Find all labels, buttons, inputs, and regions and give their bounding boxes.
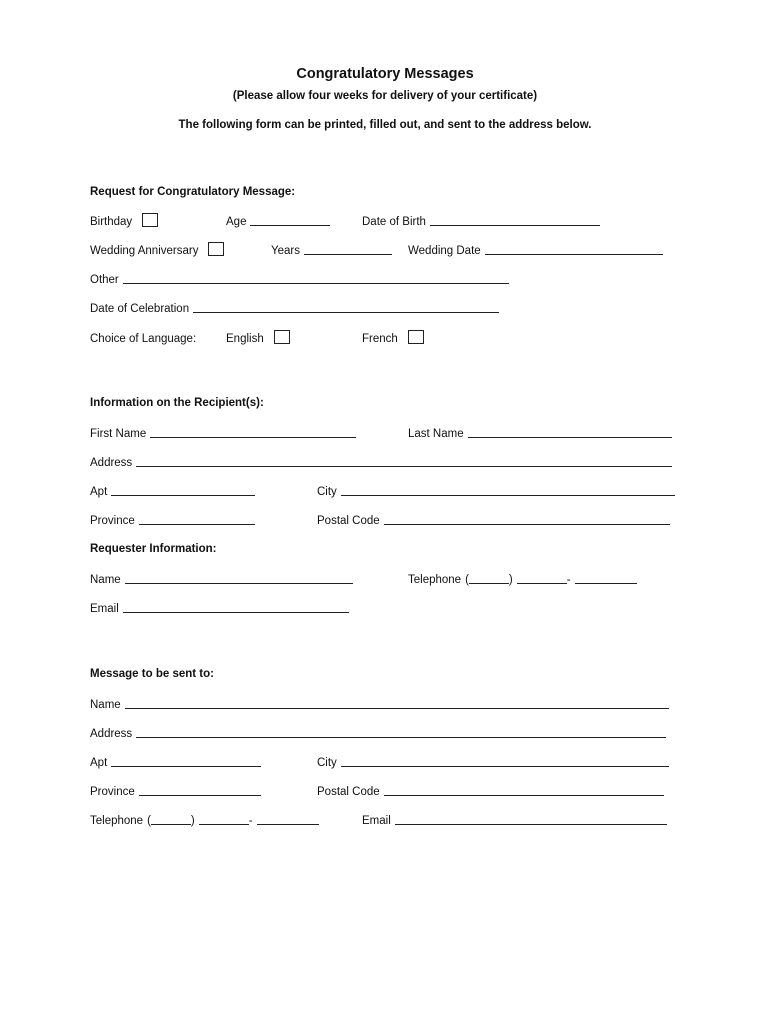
wedding-anniversary-field (90, 241, 224, 257)
recipient-city-field (317, 482, 675, 498)
message-to-email-label: Email (362, 815, 391, 827)
recipient-province-input[interactable] (139, 513, 255, 525)
recipient-postal-code-field (317, 511, 670, 527)
message-to-apt-label: Apt (90, 757, 108, 769)
page-subtitle: (Please allow four weeks for delivery of your certificate) (232, 90, 538, 102)
recipient-province-field (90, 511, 255, 527)
message-to-name-input[interactable] (125, 697, 669, 709)
message-to-email-input[interactable] (395, 813, 667, 825)
birthday-label: Birthday (90, 216, 133, 228)
birthday-field (90, 212, 158, 228)
recipient-postal-code-label: Postal Code (317, 515, 380, 527)
message-to-phone-dash: - (248, 815, 253, 827)
requester-telephone-field (408, 570, 637, 586)
other-label: Other (90, 274, 119, 286)
recipient-city-input[interactable] (341, 484, 675, 496)
message-to-city-label: City (317, 757, 337, 769)
requester-telephone-label: Telephone (408, 574, 462, 586)
message-to-apt-input[interactable] (111, 755, 261, 767)
recipient-apt-field (90, 482, 255, 498)
date-of-celebration-field (90, 299, 499, 315)
instruction-text: The following form can be printed, filled out, and sent to the address below. (178, 119, 592, 131)
french-label: French (362, 333, 398, 345)
message-to-email-field (362, 811, 667, 827)
message-to-telephone-field (90, 811, 319, 827)
message-to-name-label: Name (90, 699, 121, 711)
years-field (271, 241, 392, 257)
recipient-last-name-label: Last Name (408, 428, 464, 440)
recipient-heading: Information on the Recipient(s): (90, 397, 264, 409)
english-option (226, 329, 290, 345)
message-to-postal-code-input[interactable] (384, 784, 664, 796)
wedding-date-input[interactable] (485, 243, 663, 255)
date-of-celebration-label: Date of Celebration (90, 303, 190, 315)
requester-phone-dash: - (566, 574, 571, 586)
birthday-checkbox[interactable] (142, 213, 158, 227)
recipient-last-name-input[interactable] (468, 426, 672, 438)
recipient-province-label: Province (90, 515, 135, 527)
other-field (90, 270, 509, 286)
age-input[interactable] (250, 214, 330, 226)
date-of-birth-field (362, 212, 600, 228)
date-of-celebration-input[interactable] (193, 301, 499, 313)
french-checkbox[interactable] (408, 330, 424, 344)
wedding-anniversary-checkbox[interactable] (208, 242, 224, 256)
message-to-area-code-input[interactable] (151, 813, 191, 825)
message-to-postal-code-field (317, 782, 664, 798)
choice-of-language-label: Choice of Language: (90, 333, 197, 345)
choice-of-language-field (90, 329, 196, 345)
recipient-address-label: Address (90, 457, 133, 469)
message-to-phone-prefix-input[interactable] (199, 813, 249, 825)
recipient-address-input[interactable] (136, 455, 672, 467)
message-to-postal-code-label: Postal Code (317, 786, 380, 798)
requester-heading: Requester Information: (90, 543, 217, 555)
years-input[interactable] (304, 243, 392, 255)
requester-email-field (90, 599, 349, 615)
message-to-name-field (90, 695, 669, 711)
requester-email-input[interactable] (123, 601, 349, 613)
message-to-address-input[interactable] (136, 726, 666, 738)
recipient-last-name-field (408, 424, 672, 440)
requester-phone-open-paren: ( (465, 574, 469, 586)
message-to-city-field (317, 753, 669, 769)
recipient-address-field (90, 453, 672, 469)
recipient-apt-label: Apt (90, 486, 108, 498)
recipient-first-name-field (90, 424, 356, 440)
message-to-province-label: Province (90, 786, 135, 798)
english-checkbox[interactable] (274, 330, 290, 344)
requester-name-field (90, 570, 353, 586)
requester-name-input[interactable] (125, 572, 353, 584)
french-option (362, 329, 424, 345)
message-to-province-field (90, 782, 261, 798)
recipient-apt-input[interactable] (111, 484, 255, 496)
message-to-phone-line-input[interactable] (257, 813, 319, 825)
message-to-city-input[interactable] (341, 755, 669, 767)
wedding-anniversary-label: Wedding Anniversary (90, 245, 199, 257)
page-title: Congratulatory Messages (296, 66, 474, 82)
recipient-first-name-label: First Name (90, 428, 147, 440)
age-field (226, 212, 330, 228)
date-of-birth-label: Date of Birth (362, 216, 426, 228)
recipient-first-name-input[interactable] (150, 426, 356, 438)
message-to-heading: Message to be sent to: (90, 668, 214, 680)
message-to-address-label: Address (90, 728, 133, 740)
requester-phone-prefix-input[interactable] (517, 572, 567, 584)
years-label: Years (271, 245, 300, 257)
wedding-date-label: Wedding Date (408, 245, 481, 257)
age-label: Age (226, 216, 247, 228)
message-to-telephone-label: Telephone (90, 815, 144, 827)
requester-phone-close-paren: ) (508, 574, 513, 586)
requester-area-code-input[interactable] (469, 572, 509, 584)
message-to-address-field (90, 724, 666, 740)
requester-phone-line-input[interactable] (575, 572, 637, 584)
message-to-phone-open-paren: ( (147, 815, 151, 827)
requester-name-label: Name (90, 574, 121, 586)
message-to-province-input[interactable] (139, 784, 261, 796)
message-to-phone-close-paren: ) (190, 815, 195, 827)
date-of-birth-input[interactable] (430, 214, 600, 226)
recipient-postal-code-input[interactable] (384, 513, 670, 525)
other-input[interactable] (123, 272, 509, 284)
requester-email-label: Email (90, 603, 119, 615)
request-heading: Request for Congratulatory Message: (90, 186, 296, 198)
recipient-city-label: City (317, 486, 337, 498)
message-to-apt-field (90, 753, 261, 769)
english-label: English (226, 333, 264, 345)
wedding-date-field (408, 241, 663, 257)
